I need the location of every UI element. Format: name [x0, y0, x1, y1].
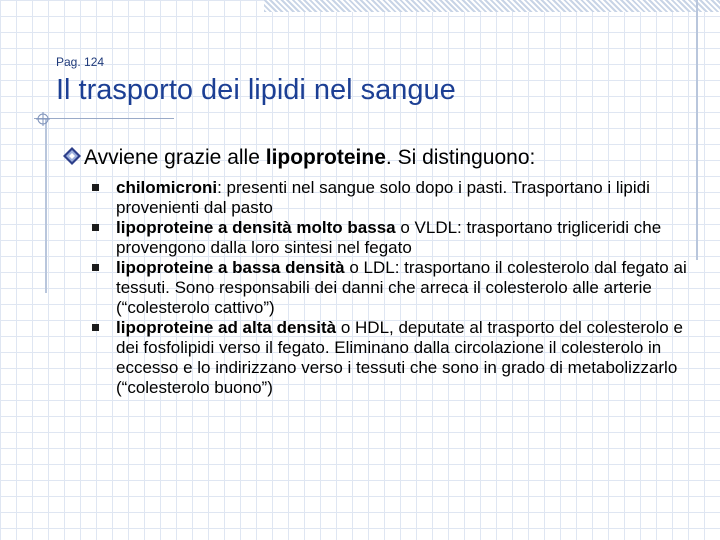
- bullet-term: lipoproteine a bassa densità: [116, 258, 345, 277]
- bullet-text: o HDL, deputate al trasporto del colesterolo e dei fosfolipidi verso il fegato. Eliminano dalla circolazione il colesterolo in eccesso e lo indirizzano verso i tessuti che sono in grado di metabolizzarlo (“colesterolo buono”): [116, 318, 683, 397]
- diamond-bullet-icon: [62, 146, 82, 166]
- bullet-term: lipoproteine ad alta densità: [116, 318, 337, 337]
- bullet-text: o LDL: trasportano il colesterolo dal fegato ai tessuti. Sono responsabili dei danni che arreca il colesterolo alle arterie (“colesterolo cattivo”): [116, 258, 687, 317]
- square-bullet-icon: [92, 264, 99, 271]
- page-number: Pag. 124: [56, 55, 105, 69]
- list-item-chilomicroni: [92, 178, 692, 218]
- bullet-term: lipoproteine a densità molto bassa: [116, 218, 396, 237]
- title-underline-rule: [34, 118, 174, 119]
- bullet-text: o VLDL: trasportano trigliceridi che provengono dalla loro sintesi nel fegato: [116, 218, 662, 257]
- lipoprotein-list: [92, 178, 692, 398]
- crosshair-target-icon: [36, 112, 50, 126]
- list-item-hdl: [92, 318, 692, 398]
- decorative-left-rule: [45, 118, 47, 293]
- list-item-ldl: [92, 258, 692, 318]
- decorative-right-rule: [696, 0, 698, 260]
- square-bullet-icon: [92, 324, 99, 331]
- bullet-text: : presenti nel sangue solo dopo i pasti. Trasportano i lipidi provenienti dal pasto: [116, 178, 650, 217]
- bullet-term: chilomicroni: [116, 178, 218, 197]
- intro-paragraph: [62, 146, 535, 170]
- intro-text-before: Avviene grazie alle: [84, 146, 266, 169]
- intro-emphasis: lipoproteine: [265, 146, 386, 169]
- slide-title: Il trasporto dei lipidi nel sangue: [56, 74, 456, 106]
- list-item-vldl: [92, 218, 692, 258]
- square-bullet-icon: [92, 184, 99, 191]
- intro-text-after: . Si distinguono:: [385, 146, 536, 169]
- decorative-top-band: [264, 0, 720, 12]
- square-bullet-icon: [92, 224, 99, 231]
